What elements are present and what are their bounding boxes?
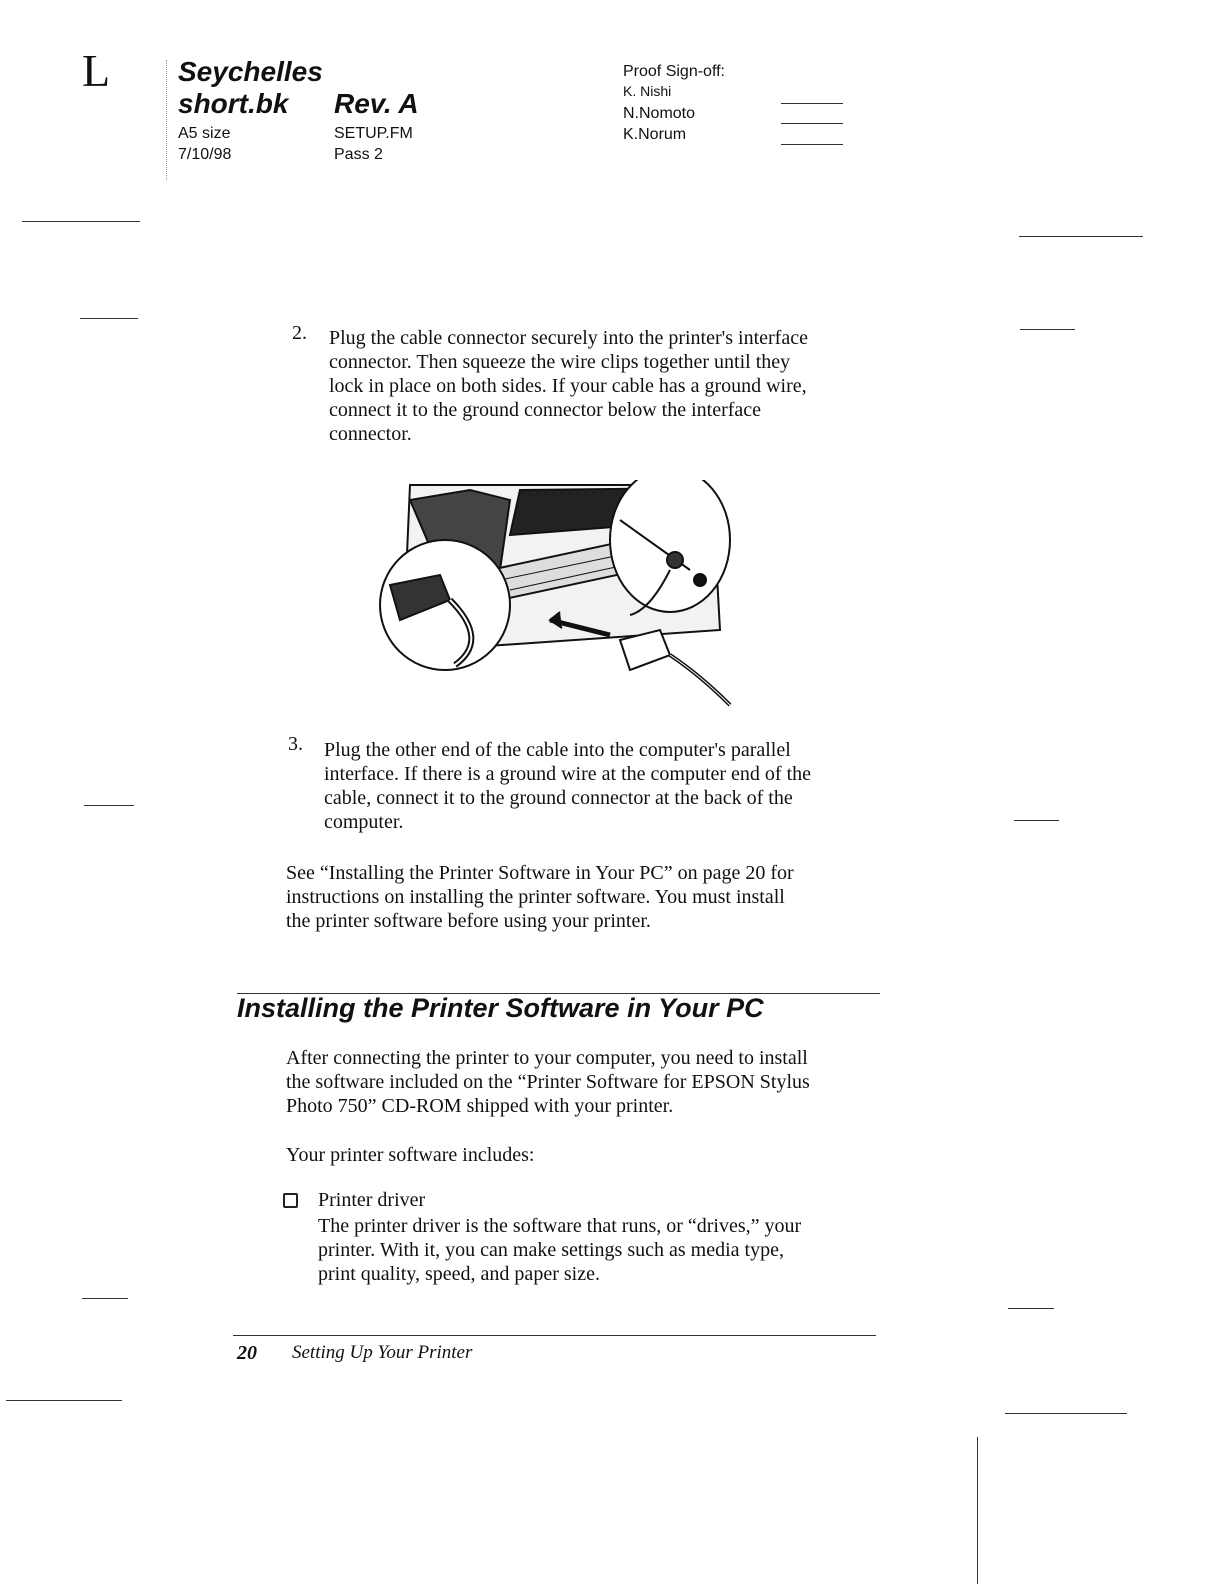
book-title-line2: short.bk <box>178 88 289 119</box>
footer-rule <box>233 1335 876 1336</box>
date: 7/10/98 <box>178 146 232 163</box>
text-line: connect it to the ground connector below the interface <box>329 399 762 421</box>
see-also-paragraph <box>286 861 794 933</box>
text-line: computer. <box>324 811 404 833</box>
text-line: The printer driver is the software that runs, or “drives,” your <box>318 1215 802 1237</box>
crop-mark <box>1019 236 1143 237</box>
text-line: printer. With it, you can make settings such as media type, <box>318 1239 784 1261</box>
text-line: See “Installing the Printer Software in Your PC” on page 20 for <box>286 862 794 884</box>
pass: Pass 2 <box>334 146 383 163</box>
signoff-name: K. Nishi <box>623 83 672 99</box>
crop-mark <box>80 318 138 319</box>
crop-mark <box>22 221 140 222</box>
text-line: connector. Then squeeze the wire clips together until they <box>329 351 791 373</box>
text-line: interface. If there is a ground wire at the computer end of the <box>324 763 812 785</box>
text-line: lock in place on both sides. If your cable has a ground wire, <box>329 375 807 397</box>
page-size: A5 size <box>178 125 231 142</box>
step-number: 3. <box>288 733 303 755</box>
text-line: After connecting the printer to your computer, you need to install <box>286 1047 808 1069</box>
signoff-line <box>781 123 843 124</box>
text-line: cable, connect it to the ground connector at the back of the <box>324 787 793 809</box>
text-line: instructions on installing the printer software. You must install <box>286 886 785 908</box>
crop-mark <box>1005 1413 1127 1414</box>
checkbox-bullet-icon <box>283 1193 298 1208</box>
step-text <box>324 738 811 834</box>
crop-mark <box>82 1298 128 1299</box>
text-line: print quality, speed, and paper size. <box>318 1263 600 1285</box>
guide-line <box>166 60 167 180</box>
step-number: 2. <box>292 322 307 344</box>
crop-mark <box>1020 329 1075 330</box>
file-name: SETUP.FM <box>334 125 413 142</box>
text-line: Photo 750” CD-ROM shipped with your printer. <box>286 1095 674 1117</box>
signoff-line <box>781 103 843 104</box>
page-number: 20 <box>237 1342 257 1364</box>
crop-mark-vertical <box>977 1437 978 1584</box>
printer-cable-illustration <box>370 480 750 710</box>
book-title-line1: Seychelles <box>178 56 323 87</box>
text-line: the printer software before using your printer. <box>286 910 651 932</box>
text-line: Plug the other end of the cable into the computer's parallel <box>324 739 791 761</box>
section-heading: Installing the Printer Software in Your PC <box>237 993 764 1023</box>
signoff-name: K.Norum <box>623 126 687 143</box>
crop-mark <box>1014 820 1059 821</box>
text-line: Plug the cable connector securely into the printer's interface <box>329 327 808 349</box>
crop-mark <box>1008 1308 1054 1309</box>
item-title: Printer driver <box>318 1189 426 1211</box>
step-text <box>329 326 808 446</box>
corner-mark: L <box>82 45 111 96</box>
signoff-name: N.Nomoto <box>623 105 696 122</box>
item-description <box>318 1214 801 1286</box>
crop-mark <box>6 1400 122 1401</box>
crop-mark <box>84 805 134 806</box>
section-intro <box>286 1046 810 1118</box>
includes-label: Your printer software includes: <box>286 1144 535 1166</box>
text-line: the software included on the “Printer Software for EPSON Stylus <box>286 1071 810 1093</box>
text-line: connector. <box>329 423 412 445</box>
chapter-title: Setting Up Your Printer <box>292 1342 473 1363</box>
signoff-label: Proof Sign-off: <box>623 63 725 80</box>
revision: Rev. A <box>334 88 419 119</box>
signoff-line <box>781 144 843 145</box>
